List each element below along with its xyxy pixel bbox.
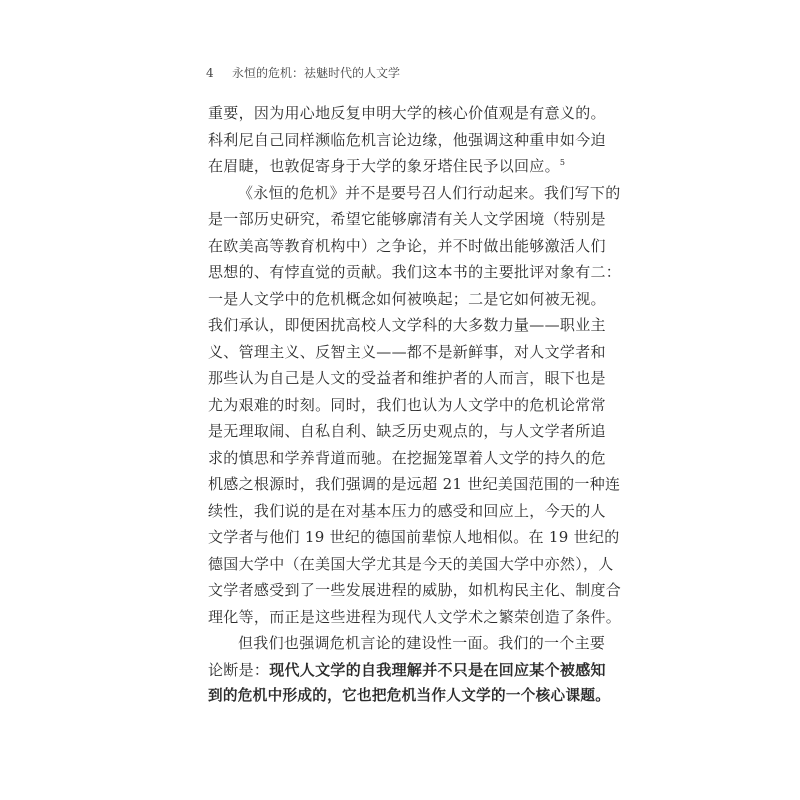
paragraph-start-line: 但我们也强调危机言论的建设性一面。我们的一个主要 [238, 634, 606, 652]
text-line [208, 153, 588, 180]
text-line: 德国大学中（在美国大学尤其是今天的美国大学中亦然），人 [208, 554, 614, 573]
text-line: 是一部历史研究，希望它能够廓清有关人文学困境（特别是 [208, 210, 606, 228]
text-line [208, 657, 606, 684]
text-line: 那些认为自己是人文的受益者和维护者的人而言，眼下也是 [208, 369, 606, 387]
footnote-marker: 5 [559, 158, 566, 167]
emphasized-text: 现代人文学的自我理解并不只是在回应某个被感知 [269, 660, 606, 679]
text-line: 重要，因为用心地反复申明大学的核心价值观是有意义的。 [208, 104, 606, 122]
text-line: 求的慎思和学养背道而驰。在挖掘笼罩着人文学的持久的危 [208, 448, 606, 467]
text-line: 文学者与他们 19 世纪的德国前辈惊人地相似。在 19 世纪的 [208, 528, 620, 546]
text-line: 尤为艰难的时刻。同时，我们也认为人文学中的危机论常常 [208, 395, 606, 414]
text-line: 一是人文学中的危机概念如何被唤起；二是它如何被无视。 [208, 289, 606, 308]
text-line: 科利尼自己同样濒临危机言论边缘，他强调这种重申如今迫 [208, 130, 606, 149]
text-line: 我们承认，即便困扰高校人文学科的大多数力量——职业主 [208, 316, 606, 334]
text-line: 思想的、有悖直觉的贡献。我们这本书的主要批评对象有二： [208, 263, 622, 281]
text-line: 续性，我们说的是在对基本压力的感受和回应上，今天的人 [208, 501, 606, 520]
text-line: 在欧美高等教育机构中）之争论，并不时做出能够激活人们 [208, 236, 606, 255]
emphasized-line: 到的危机中形成的，它也把危机当作人文学的一个核心课题。 [208, 687, 611, 704]
page-number: 4 [206, 66, 214, 80]
text-line-content: 在眉睫，也敦促寄身于大学的象牙塔住民予以回应。 [208, 157, 560, 175]
text-line: 文学者感受到了一些发展进程的威胁，如机构民主化、制度合 [208, 581, 622, 599]
text-line: 机感之根源时，我们强调的是远超 21 世纪美国范围的一种连 [208, 475, 621, 493]
body-text [208, 100, 622, 710]
paragraph-start-line: 《永恒的危机》并不是要号召人们行动起来。我们写下的 [238, 183, 621, 202]
text-line: 理化等，而正是这些进程为现代人文学术之繁荣创造了条件。 [208, 607, 622, 626]
running-head [206, 64, 400, 81]
text-line: 义、管理主义、反智主义——都不是新鲜事，对人文学者和 [208, 342, 606, 361]
text-line: 是无理取闹、自私自利、缺乏历史观点的，与人文学者所追 [208, 422, 606, 440]
text-line-plain: 论断是： [208, 660, 270, 679]
book-title: 永恒的危机：祛魅时代的人文学 [232, 66, 401, 80]
